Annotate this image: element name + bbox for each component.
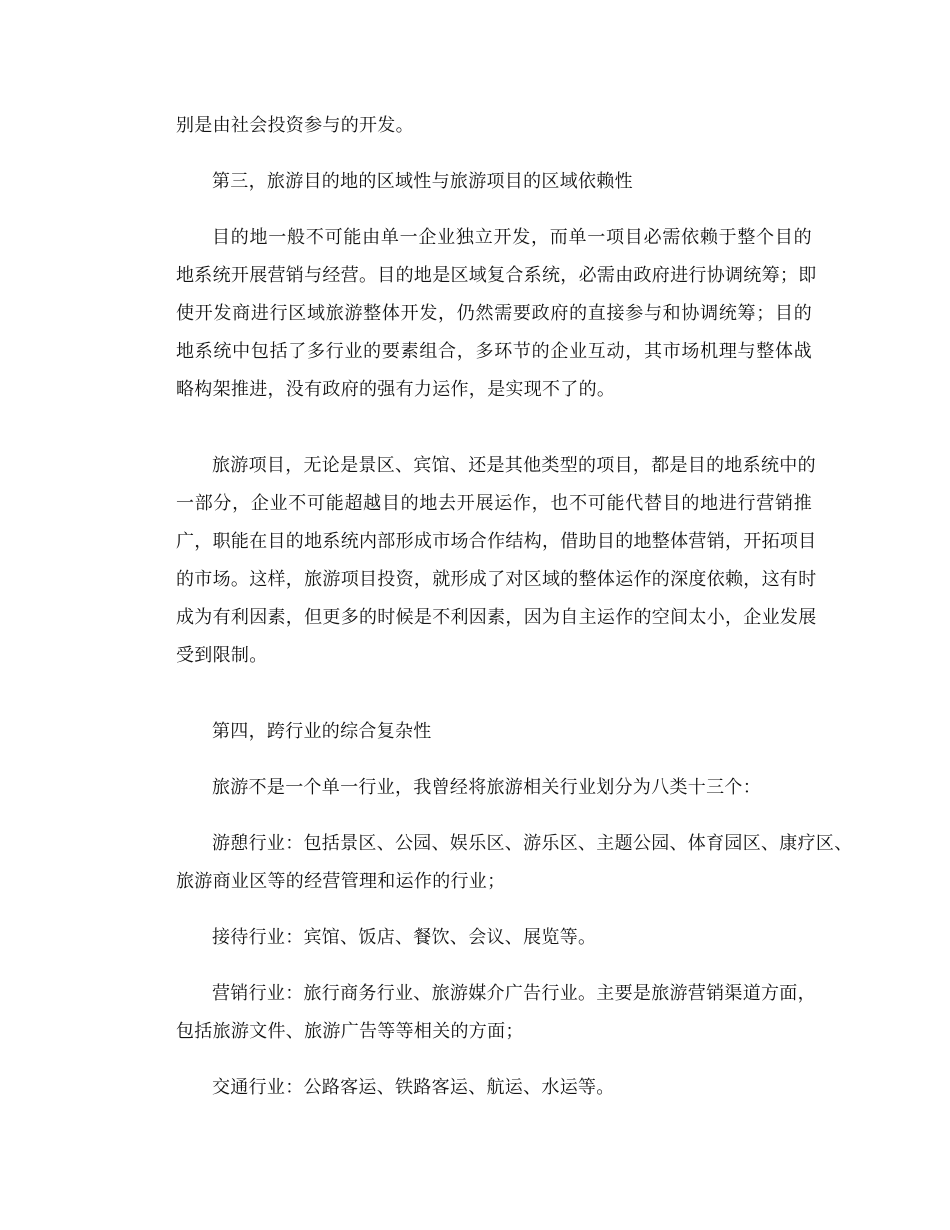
paragraph-line: 别是由社会投资参与的开发。 bbox=[176, 115, 414, 136]
paragraph-transport-industry bbox=[176, 1069, 812, 1107]
paragraph-line: 的市场。这样，旅游项目投资，就形成了对区域的整体运作的深度依赖，这有时 bbox=[176, 569, 817, 590]
paragraph-line: 第三，旅游目的地的区域性与旅游项目的区域依赖性 bbox=[212, 171, 633, 192]
paragraph-line: 地系统中包括了多行业的要素组合，多环节的企业互动，其市场机理与整体战 bbox=[176, 341, 812, 362]
paragraph-line: 略构架推进，没有政府的强有力运作，是实现不了的。 bbox=[176, 379, 616, 400]
paragraph-marketing-industry bbox=[176, 975, 816, 1051]
paragraph-line: 旅游项目，无论是景区、宾馆、还是其他类型的项目，都是目的地系统中的 bbox=[212, 455, 816, 476]
paragraph-destination-development bbox=[176, 219, 817, 409]
section-heading-fourth bbox=[176, 713, 812, 751]
paragraph-line: 成为有利因素，但更多的时候是不利因素，因为自主运作的空间太小，企业发展 bbox=[176, 607, 817, 628]
paragraph-industry-categories bbox=[176, 769, 812, 807]
paragraph-line: 目的地一般不可能由单一企业独立开发，而单一项目必需依赖于整个目的 bbox=[212, 227, 812, 248]
paragraph-line: 第四，跨行业的综合复杂性 bbox=[212, 721, 432, 742]
section-heading-third bbox=[176, 163, 812, 201]
paragraph-line: 使开发商进行区域旅游整体开发，仍然需要政府的直接参与和协调统筹；目的 bbox=[176, 303, 812, 324]
paragraph-line: 包括旅游文件、旅游广告等等相关的方面； bbox=[176, 1021, 524, 1042]
paragraph-line: 交通行业：公路客运、铁路客运、航运、水运等。 bbox=[212, 1077, 615, 1098]
paragraph-line: 营销行业：旅行商务行业、旅游媒介广告行业。主要是旅游营销渠道方面， bbox=[212, 983, 816, 1004]
paragraph-recreation-industry bbox=[176, 825, 853, 901]
paragraph-line: 一部分，企业不可能超越目的地去开展运作，也不可能代替目的地进行营销推 bbox=[176, 493, 812, 514]
paragraph-tourism-projects bbox=[176, 447, 817, 675]
paragraph-line: 旅游不是一个单一行业，我曾经将旅游相关行业划分为八类十三个： bbox=[212, 777, 761, 798]
paragraph-line: 接待行业：宾馆、饭店、餐饮、会议、展览等。 bbox=[212, 927, 597, 948]
paragraph-line: 游憩行业：包括景区、公园、娱乐区、游乐区、主题公园、体育园区、康疗区、 bbox=[212, 833, 853, 854]
paragraph-line: 受到限制。 bbox=[176, 645, 268, 666]
paragraph-line: 旅游商业区等的经营管理和运作的行业； bbox=[176, 871, 506, 892]
paragraph-line: 地系统开展营销与经营。目的地是区域复合系统，必需由政府进行协调统筹；即 bbox=[176, 265, 817, 286]
paragraph-continuation bbox=[176, 107, 812, 145]
paragraph-reception-industry bbox=[176, 919, 812, 957]
paragraph-line: 广，职能在目的地系统内部形成市场合作结构，借助目的地整体营销，开拓项目 bbox=[176, 531, 817, 552]
